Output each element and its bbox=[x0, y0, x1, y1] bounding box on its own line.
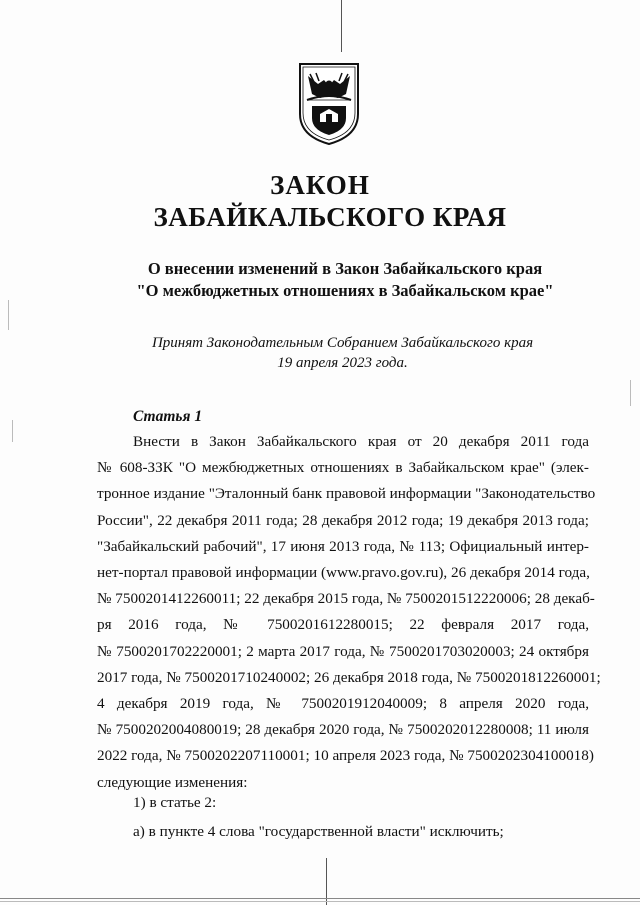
body-line: 2017 года, № 7500201710240002; 26 декабря 2018 года, № 7500201812260001; bbox=[97, 668, 601, 686]
body-line: нет-портал правовой информации (www.pravo.gov.ru), 26 декабря 2014 года, bbox=[97, 564, 590, 582]
body-line: 4 декабря 2019 года, № 7500201912040009; 8 апреля 2020 года, bbox=[97, 695, 589, 713]
heading-line-2: "О межбюджетных отношениях в Забайкальском крае" bbox=[136, 281, 554, 300]
article-title: Статья 1 bbox=[133, 408, 203, 425]
body-line: Внести в Закон Забайкальского края от 20 декабря 2011 года bbox=[133, 433, 589, 450]
scan-speck bbox=[630, 380, 631, 406]
law-heading bbox=[0, 258, 640, 302]
adoption-line-1: Принят Законодательным Собранием Забайкальского края bbox=[151, 335, 534, 351]
law-title: ЗАКОН bbox=[270, 170, 370, 200]
body-line: "Забайкальский рабочий", 17 июня 2013 года, № 113; Официальный интер- bbox=[97, 537, 589, 555]
list-item-1: 1) в статье 2: bbox=[133, 794, 217, 811]
scan-edge-secondary bbox=[0, 901, 640, 902]
body-line: № 7500202004080019; 28 декабря 2020 года, № 7500202012280008; 11 июля bbox=[97, 721, 589, 739]
scan-speck bbox=[12, 420, 13, 442]
coat-of-arms-emblem bbox=[298, 62, 360, 146]
body-line: ря 2016 года, № 7500201612280015; 22 февраля 2017 года, bbox=[97, 616, 589, 634]
scan-speck bbox=[8, 300, 9, 330]
adoption-note bbox=[0, 333, 640, 373]
scan-edge bbox=[0, 898, 640, 899]
scan-artifact-top bbox=[341, 0, 342, 52]
body-line: России", 22 декабря 2011 года; 28 декабря 2012 года; 19 декабря 2013 года; bbox=[97, 511, 589, 529]
body-line: № 7500201702220001; 2 марта 2017 года, № 7500201703020003; 24 октября bbox=[97, 642, 589, 660]
body-line: 2022 года, № 7500202207110001; 10 апреля 2023 года, № 7500202304100018) bbox=[97, 747, 594, 765]
body-line: № 7500201412260011; 22 декабря 2015 года, № 7500201512220006; 28 декаб- bbox=[97, 590, 595, 608]
body-line: следующие изменения: bbox=[97, 773, 248, 791]
article-body bbox=[97, 429, 601, 796]
body-line: № 608-ЗЗК "О межбюджетных отношениях в Забайкальском крае" (элек- bbox=[97, 459, 589, 477]
region-title: ЗАБАЙКАЛЬСКОГО КРАЯ bbox=[153, 202, 507, 232]
body-line: тронное издание "Эталонный банк правовой информации "Законодательство bbox=[97, 485, 596, 503]
heading-line-1: О внесении изменений в Закон Забайкальского края bbox=[147, 259, 543, 278]
adoption-line-2: 19 апреля 2023 года. bbox=[277, 355, 408, 371]
list-item-a: а) в пункте 4 слова "государственной власти" исключить; bbox=[133, 823, 504, 840]
